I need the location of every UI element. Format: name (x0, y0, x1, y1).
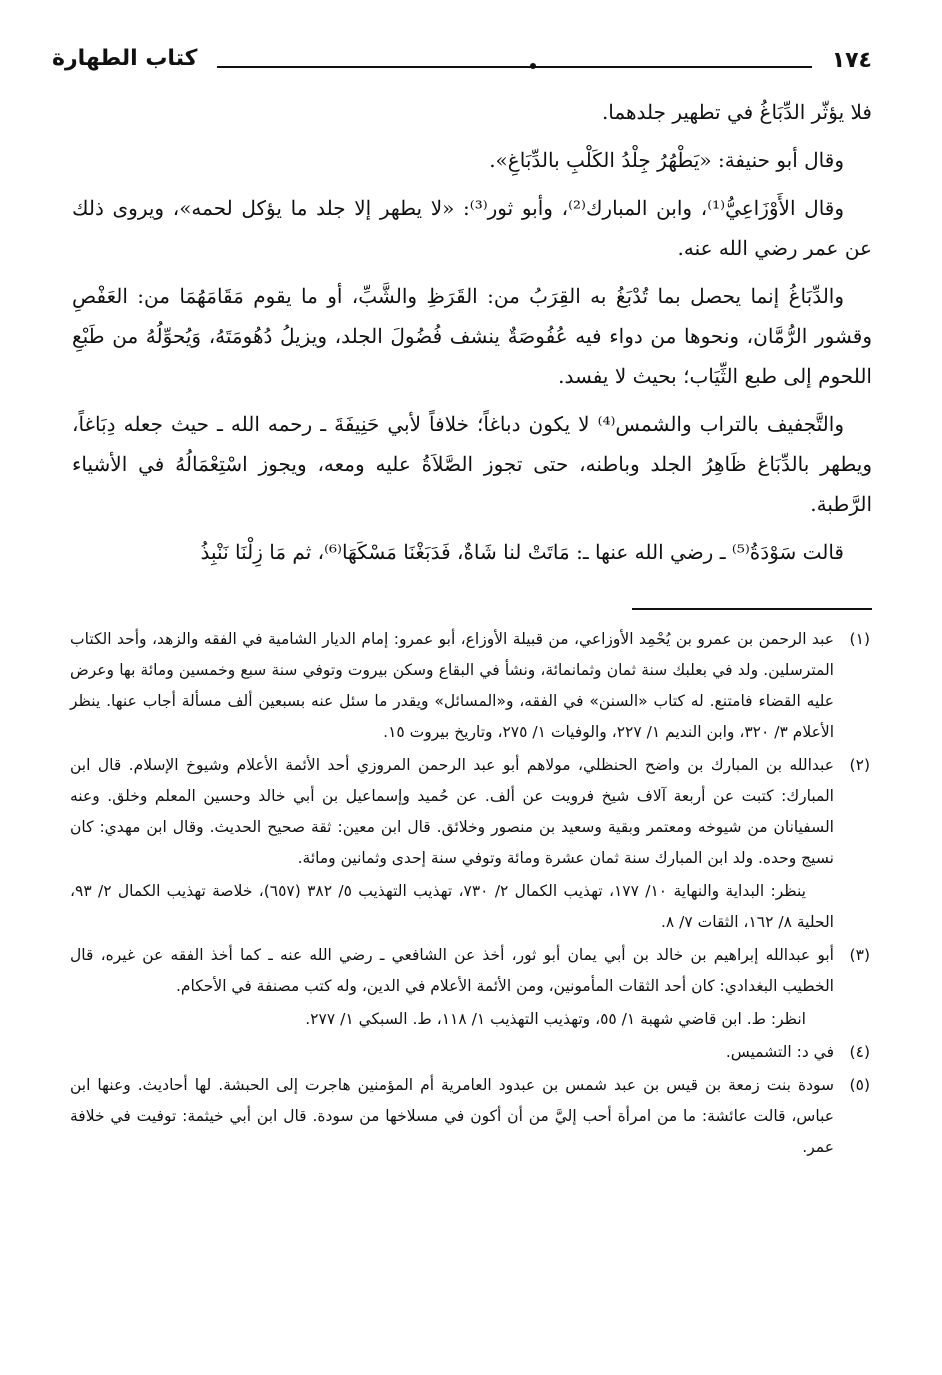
paragraph: والدِّبَاغُ إنما يحصل بما تُدْبَغُ به القِرَبُ من: القَرَظِ والشَّبِّ، أو ما يقوم مَقَامَهُمَا من: العَفْصِ وقشور الرُّمَّان، ونحوها من دواء فيه عُفُوصَةٌ ينشف فُضُولَ الجلد، ويزيلُ دُهُومَتَهُ، وَيُحوِّلُهُ من طَبْعِ اللحوم إلى طبع الثِّيَاب؛ بحيث لا يفسد. (72, 284, 872, 388)
main-text (72, 92, 872, 580)
paragraph: وقال الأَوْزَاعِيُّ⁽¹⁾، وابن المبارك⁽²⁾، وأبو ثور⁽³⁾: «لا يطهر إلا جلد ما يؤكل لحمه»، ويروى ذلك عن عمر رضي الله عنه. (72, 196, 872, 260)
footnotes (70, 624, 870, 1165)
footnote-text: أبو عبدالله إبراهيم بن خالد بن أبي يمان أبو ثور، أخذ عن الشافعي ـ رضي الله عنه ـ كما أخذ الفقه عن غيره، قال الخطيب البغدادي: كان أحد الثقات المأمونين، ومن الأئمة الأعلام في الدين، وله كتب مصنفة في الأحكام. (70, 946, 834, 995)
header-rule-right (502, 66, 812, 68)
page-number: ١٧٤ (831, 48, 872, 73)
footnote-number: (٥) (849, 1076, 870, 1094)
footnote-number: (٤) (849, 1043, 870, 1061)
footnote (70, 1037, 870, 1068)
paragraph: وقال أبو حنيفة: «يَطْهُرُ جِلْدُ الكَلْبِ بالدِّبَاغِ». (489, 148, 844, 172)
footnote-text: عبدالله بن المبارك بن واضح الحنظلي، مولاهم أبو عبد الرحمن المروزي أحد الأئمة الأعلام وشيوخ الإسلام. قال ابن المبارك: كتبت عن أربعة آلاف شيخ فرويت عن ألف. عن حُميد وإسماعيل بن أبي خالد وحسين المعلم وخلق. وعنه السفيانان من شيوخه ومعتمر وبقية وسعيد بن منصور وخلائق. قال ابن معين: ثقة صحيح الحديث. وقال ابن مهدي: كان نسيج وحده. ولد ابن المبارك سنة ثمان عشرة ومائة وتوفي سنة إحدى وثمانين ومائة. (70, 756, 834, 867)
paragraph: فلا يؤثّر الدِّبَاغُ في تطهير جلدهما. (601, 100, 872, 124)
footnote-text: عبد الرحمن بن عمرو بن يُحْمِد الأوزاعي، من قبيلة الأوزاع، أبو عمرو: إمام الديار الشامية في الفقه والزهد، وأحد الكتاب المترسلين. ولد في بعلبك سنة ثمان وثمانمائة، ونشأ في البقاع وسكن بيروت وتوفي سنة سبع وخمسين ومائة بها وعرض عليه القضاء فامتنع. له كتاب «السنن» في الفقه، و«المسائل» ويقدر ما سئل عنه بسبعين ألف مسألة أجاب عنها. ينظر الأعلام ٣/ ٣٢٠، وابن النديم ١/ ٢٢٧، والوفيات ١/ ٢٧٥، وتاريخ بيروت ١٥. (70, 630, 834, 741)
footnote-number: (١) (849, 630, 870, 648)
running-title: كتاب الطهارة (52, 46, 198, 71)
footnote (70, 940, 870, 1002)
footnote (70, 624, 870, 748)
footnote-number: (٣) (849, 946, 870, 964)
footnote-text: في د: التشميس. (725, 1043, 834, 1061)
footnote-number: (٢) (849, 756, 870, 774)
footnote (70, 750, 870, 874)
paragraph: قالت سَوْدَةُ⁽⁵⁾ ـ رضي الله عنها ـ: مَاتَتْ لنا شَاةٌ، فَدَبَغْنَا مَسْكَهَا⁽⁶⁾، ثم مَا زِلْنَا نَنْبِذُ (200, 540, 844, 564)
footnote-separator (632, 608, 872, 610)
page-header (52, 40, 872, 80)
footnote-text: سودة بنت زمعة بن قيس بن عبد شمس بن عبدود العامرية أم المؤمنين هاجرت إلى الحبشة. لها أحاديث. وعنها ابن عباس، قالت عائشة: ما من امرأة أحب إليَّ من أن أكون في مسلاخها من سودة. قال ابن أبي خيثمة: توفيت في خلافة عمر. (70, 1076, 834, 1156)
header-ornament-dot (530, 63, 536, 69)
footnote-references: ينظر: البداية والنهاية ١٠/ ١٧٧، تهذيب الكمال ٢/ ٧٣٠، تهذيب التهذيب ٥/ ٣٨٢ (٦٥٧)، خلاصة تهذيب الكمال ٢/ ٩٣، الحلية ٨/ ١٦٢، الثقات ٧/ ٨. (70, 882, 834, 931)
footnote (70, 1070, 870, 1163)
header-rule-left (217, 66, 517, 68)
footnote-references: انظر: ط. ابن قاضي شهبة ١/ ٥٥، وتهذيب التهذيب ١/ ١١٨، ط. السبكي ١/ ٢٧٧. (305, 1010, 806, 1028)
paragraph: والتَّجفيف بالتراب والشمس⁽⁴⁾ لا يكون دباغاً؛ خلافاً لأبي حَنِيفَةَ ـ رحمه الله ـ حيث جعله دِبَاغاً، ويطهر بالدِّبَاغ ظَاهِرُ الجلد وباطنه، حتى تجوز الصَّلاَةُ عليه ومعه، ويجوز اسْتِعْمَالُهُ في الأشياء الرَّطبة. (72, 412, 872, 516)
